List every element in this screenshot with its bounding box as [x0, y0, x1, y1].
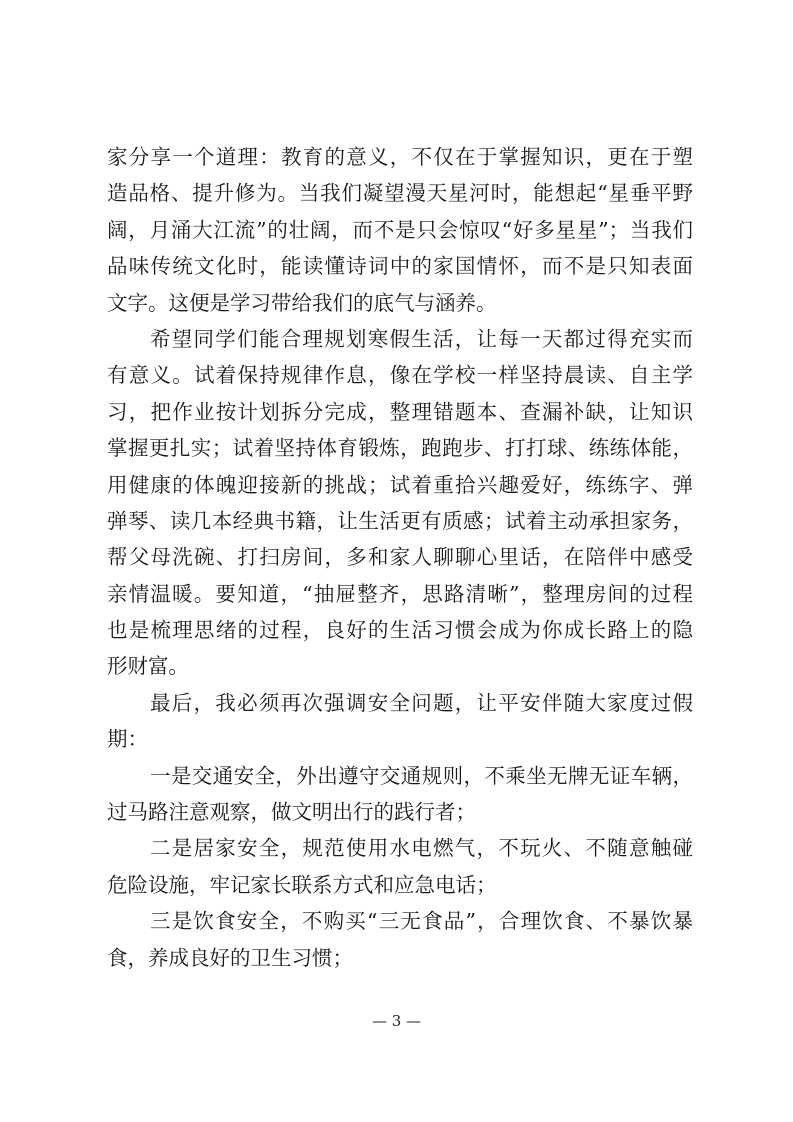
text-line: 期：	[107, 727, 148, 752]
paragraph	[107, 685, 693, 758]
text-line: 帮父母洗碗、打扫房间，多和家人聊聊心里话，在陪伴中感受	[107, 545, 693, 570]
paragraph	[107, 830, 693, 903]
text-line: 文字。这便是学习带给我们的底气与涵养。	[107, 290, 497, 315]
text-line: 家分享一个道理：教育的意义，不仅在于掌握知识，更在于塑	[107, 145, 693, 169]
text-line: 亲情温暖。要知道，“抽屉整齐，思路清晰”，整理房间的过程	[107, 581, 693, 606]
document-body	[107, 139, 693, 976]
paragraph	[107, 758, 693, 831]
text-line: 二是居家安全，规范使用水电燃气，不玩火、不随意触碰	[150, 836, 693, 861]
text-line: 阔，月涌大江流”的壮阔，而不是只会惊叹“好多星星”；当我们	[107, 217, 693, 242]
text-line: 有意义。试着保持规律作息，像在学校一样坚持晨读、自主学	[107, 363, 693, 388]
text-line: 用健康的体魄迎接新的挑战；试着重拾兴趣爱好，练练字、弹	[107, 472, 693, 497]
text-line: 希望同学们能合理规划寒假生活，让每一天都过得充实而	[150, 326, 693, 351]
paragraph	[107, 321, 693, 685]
text-line: 一是交通安全，外出遵守交通规则，不乘坐无牌无证车辆，	[150, 763, 693, 788]
text-line: 品味传统文化时，能读懂诗词中的家国情怀，而不是只知表面	[107, 254, 693, 279]
text-line: 形财富。	[107, 654, 189, 679]
paragraph	[107, 903, 693, 976]
text-line: 危险设施，牢记家长联系方式和应急电话；	[107, 872, 497, 897]
text-line: 掌握更扎实；试着坚持体育锻炼，跑跑步、打打球、练练体能，	[107, 436, 693, 461]
page-number: — 3 —	[371, 1012, 422, 1030]
text-line: 过马路注意观察，做文明出行的践行者；	[107, 800, 476, 825]
text-line: 习，把作业按计划拆分完成，整理错题本、查漏补缺，让知识	[107, 399, 693, 424]
text-line: 造品格、提升修为。当我们凝望漫天星河时，能想起“星垂平野	[107, 181, 693, 206]
text-line: 最后，我必须再次强调安全问题，让平安伴随大家度过假	[150, 690, 693, 715]
text-line: 弹琴、读几本经典书籍，让生活更有质感；试着主动承担家务，	[107, 508, 693, 533]
paragraph	[107, 139, 693, 321]
text-line: 食，养成良好的卫生习惯；	[107, 945, 353, 970]
text-line: 也是梳理思绪的过程，良好的生活习惯会成为你成长路上的隐	[107, 618, 693, 643]
text-line: 三是饮食安全，不购买“三无食品”，合理饮食、不暴饮暴	[150, 909, 693, 934]
